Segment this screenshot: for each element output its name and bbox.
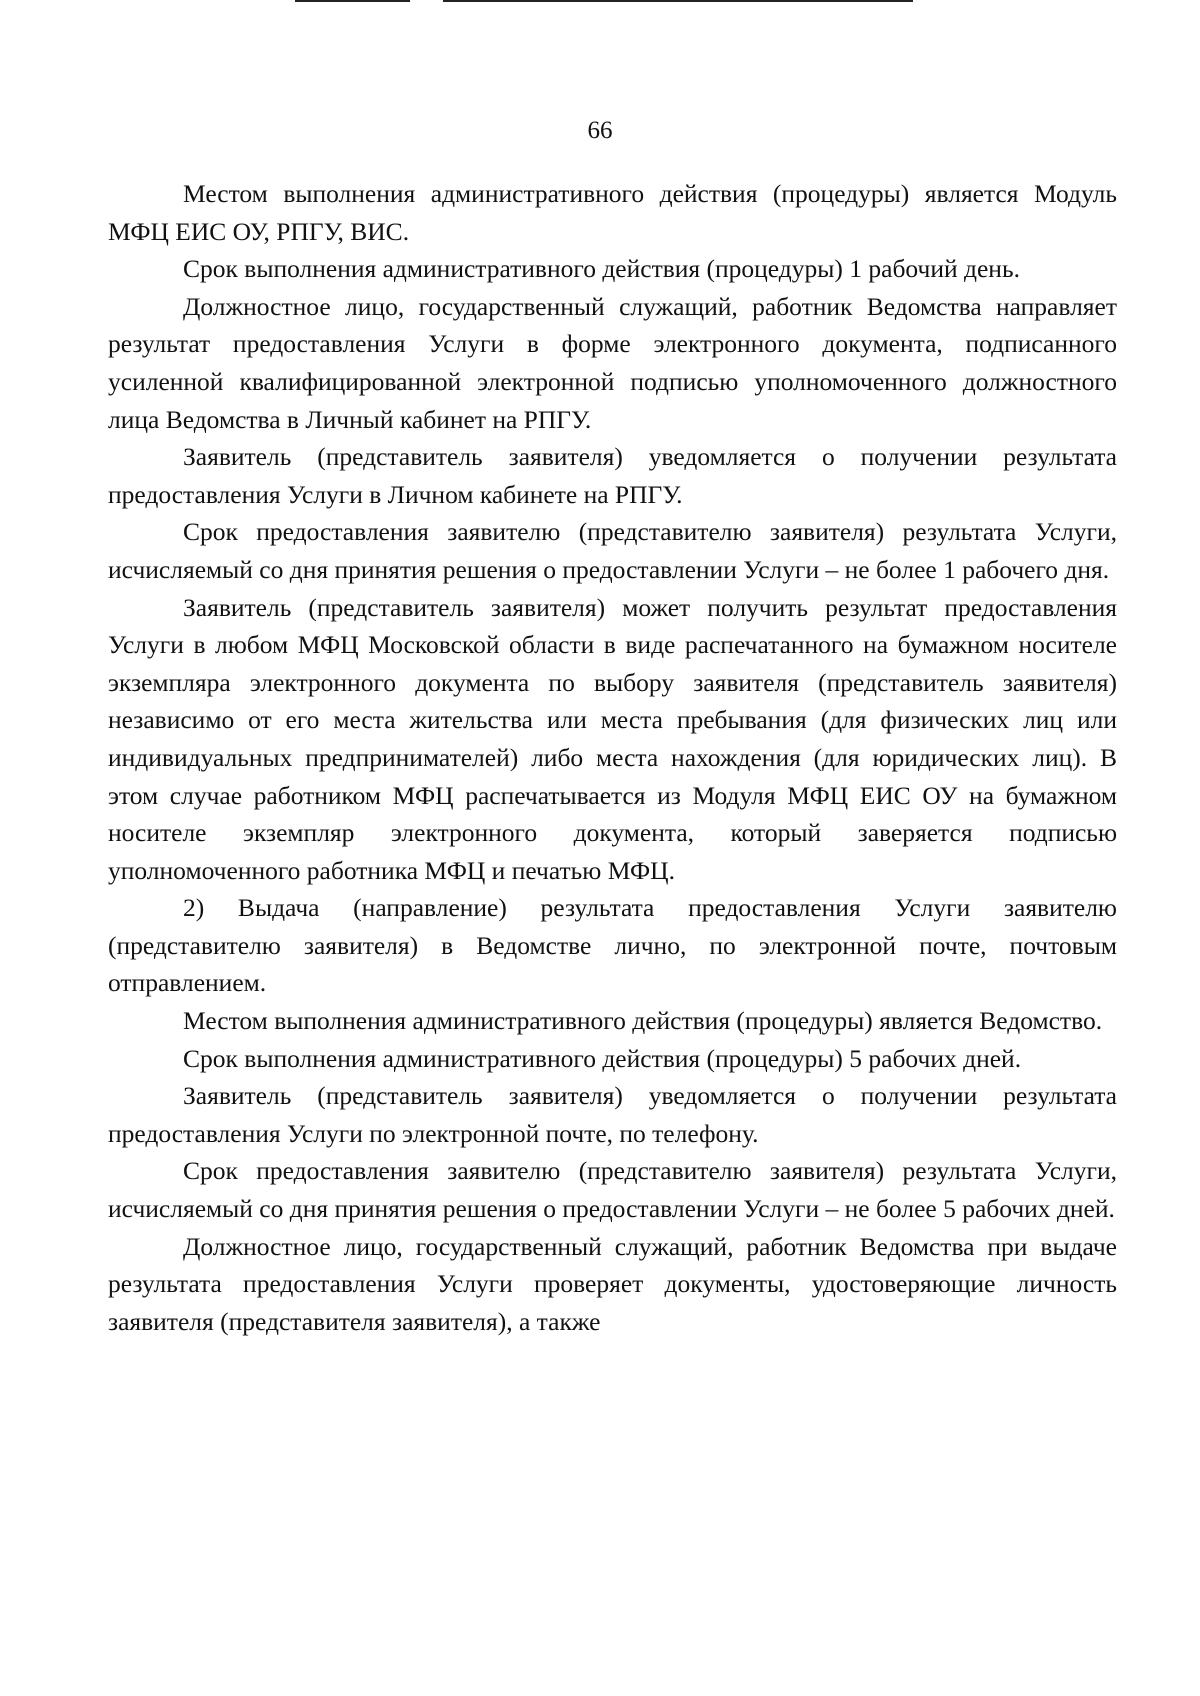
paragraph: Местом выполнения административного действия (процедуры) является Ведомство. xyxy=(183,1006,1103,1036)
paragraph: Должностное лицо, государственный служащий, работник Ведомства направляет результат предоставления Услуги в форме электронного документа, подписанного усиленной квалифицированной электронной подписью уполномоченного должностного лица Ведомства в Личный кабинет на РПГУ. xyxy=(108,291,1117,434)
paragraph: Должностное лицо, государственный служащий, работник Ведомства при выдаче результата предоставления Услуги проверяет документы, удостоверяющие личность заявителя (представителя заявителя), а также xyxy=(108,1231,1117,1336)
paragraph: Местом выполнения административного действия (процедуры) является Модуль МФЦ ЕИС ОУ, РПГУ, ВИС. xyxy=(108,179,1117,246)
document-body xyxy=(108,175,1117,1340)
page-number: 66 xyxy=(587,117,613,144)
paragraph: Срок выполнения административного действия (процедуры) 5 рабочих дней. xyxy=(183,1043,1022,1073)
paragraph: Срок выполнения административного действия (процедуры) 1 рабочий день. xyxy=(183,254,1020,284)
top-edge-rule xyxy=(295,0,410,2)
paragraph: Срок предоставления заявителю (представителю заявителя) результата Услуги, исчисляемый со дня принятия решения о предоставлении Услуги – не более 5 рабочих дней. xyxy=(108,1156,1117,1224)
paragraph: Срок предоставления заявителю (представителю заявителя) результата Услуги, исчисляемый со дня принятия решения о предоставлении Услуги – не более 1 рабочего дня. xyxy=(108,517,1117,584)
paragraph: Заявитель (представитель заявителя) уведомляется о получении результата предоставления Услуги по электронной почте, по телефону. xyxy=(108,1081,1117,1148)
paragraph: Заявитель (представитель заявителя) уведомляется о получении результата предоставления Услуги в Личном кабинете на РПГУ. xyxy=(108,442,1117,509)
paragraph: 2) Выдача (направление) результата предоставления Услуги заявителю (представителю заявителя) в Ведомстве лично, по электронной почте, почтовым отправлением. xyxy=(108,893,1117,998)
paragraph: Заявитель (представитель заявителя) может получить результат предоставления Услуги в любом МФЦ Московской области в виде распечатанного на бумажном носителе экземпляра электронного документа по выбору заявителя (представитель заявителя) независимо от его места жительства или места пребывания (для физических лиц или индивидуальных предпринимателей) либо места нахождения (для юридических лиц). В этом случае работником МФЦ распечатывается из Модуля МФЦ ЕИС ОУ на бумажном носителе экземпляр электронного документа, который заверяется подписью уполномоченного работника МФЦ и печатью МФЦ. xyxy=(108,592,1117,885)
top-edge-rule xyxy=(443,0,913,2)
